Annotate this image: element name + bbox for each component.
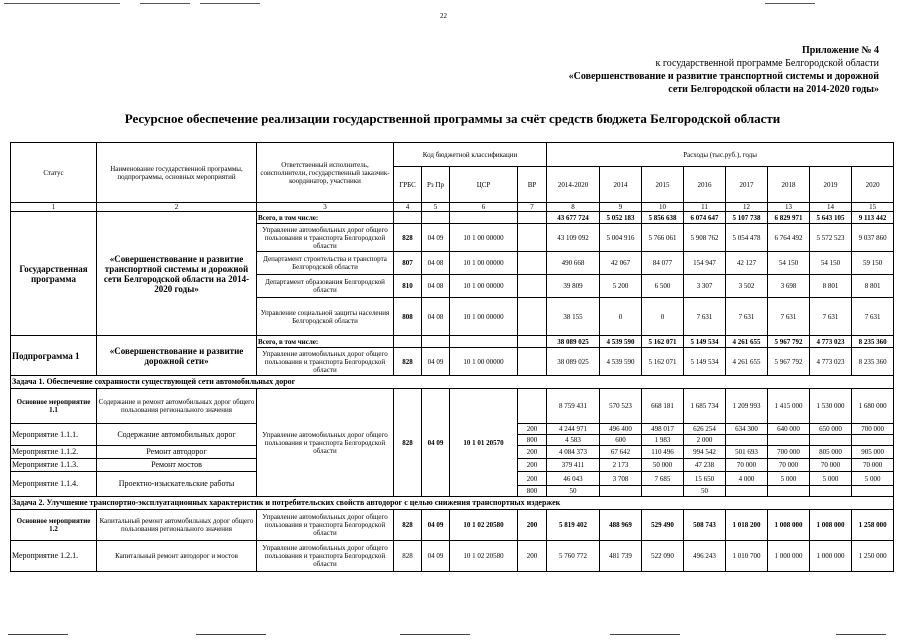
- csr-cell: 10 1 00 00000: [450, 252, 518, 275]
- rzpr-cell: 04 09: [422, 389, 450, 497]
- value-cell: 3 307: [684, 275, 726, 298]
- value-cell: 110 496: [642, 446, 684, 459]
- value-cell: 1 000 000: [768, 541, 810, 572]
- value-cell: 8 235 360: [852, 348, 894, 376]
- value-cell: 496 243: [684, 541, 726, 572]
- header-year: 2019: [810, 167, 852, 203]
- value-cell: 4 261 655: [726, 348, 768, 376]
- vr-cell: 800: [518, 435, 547, 446]
- header-vr: ВР: [518, 167, 547, 203]
- vr-cell: [518, 275, 547, 298]
- value-cell: 5 000: [768, 472, 810, 486]
- header-year: 2020: [852, 167, 894, 203]
- grbs-cell: 810: [394, 275, 422, 298]
- value-cell: 626 254: [684, 424, 726, 435]
- value-cell: 4 773 023: [810, 348, 852, 376]
- vr-cell: 200: [518, 424, 547, 435]
- value-cell: 1 415 000: [768, 389, 810, 424]
- page-number: 22: [440, 12, 447, 20]
- value-cell: 8 801: [852, 275, 894, 298]
- value-cell: 54 150: [768, 252, 810, 275]
- program-name-cell: «Совершенствование и развитие дорожной сети»: [97, 336, 257, 376]
- value-cell: 570 523: [600, 389, 642, 424]
- csr-cell: [450, 212, 518, 224]
- rzpr-cell: 04 08: [422, 252, 450, 275]
- bottom-rule: [8, 634, 68, 635]
- table-row: [11, 510, 894, 541]
- grbs-cell: [394, 336, 422, 348]
- value-cell: [768, 486, 810, 497]
- appendix-line: «Совершенствование и развитие транспортной системы и дорожной: [568, 71, 879, 82]
- column-number: 6: [450, 203, 518, 212]
- value-cell: 15 650: [684, 472, 726, 486]
- csr-cell: 10 1 01 20570: [450, 389, 518, 497]
- rzpr-cell: 04 08: [422, 275, 450, 298]
- value-cell: 700 000: [852, 424, 894, 435]
- value-cell: 0: [600, 298, 642, 336]
- value-cell: 4 261 655: [726, 336, 768, 348]
- value-cell: 2 173: [600, 459, 642, 472]
- value-cell: 3 502: [726, 275, 768, 298]
- grbs-cell: 808: [394, 298, 422, 336]
- vr-cell: [518, 298, 547, 336]
- value-cell: 5 162 071: [642, 336, 684, 348]
- value-cell: 9 037 860: [852, 224, 894, 252]
- value-cell: 70 000: [726, 459, 768, 472]
- executor-cell: Управление социальной защиты населения Белгородской области: [257, 298, 394, 336]
- vr-cell: [518, 336, 547, 348]
- value-cell: 1 000 000: [810, 541, 852, 572]
- value-cell: 50: [547, 486, 600, 497]
- value-cell: 4 000: [726, 472, 768, 486]
- table-row: [11, 212, 894, 224]
- column-number: 11: [684, 203, 726, 212]
- value-cell: 5 107 738: [726, 212, 768, 224]
- csr-cell: 10 1 00 00000: [450, 348, 518, 376]
- executor-cell: Управление автомобильных дорог общего пользования и транспорта Белгородской области: [257, 510, 394, 541]
- header-row: [11, 143, 894, 167]
- value-cell: 379 411: [547, 459, 600, 472]
- status-cell: Мероприятие 1.1.4.: [11, 472, 97, 497]
- value-cell: [852, 435, 894, 446]
- header-year: 2014-2020: [547, 167, 600, 203]
- vr-cell: [518, 212, 547, 224]
- name-cell: Содержание автомобильных дорог: [97, 424, 257, 446]
- value-cell: 7 631: [768, 298, 810, 336]
- name-cell: Ремонт автодорог: [97, 446, 257, 459]
- value-cell: 508 743: [684, 510, 726, 541]
- value-cell: 70 000: [768, 459, 810, 472]
- header-year: 2016: [684, 167, 726, 203]
- value-cell: 522 090: [642, 541, 684, 572]
- header-year: 2017: [726, 167, 768, 203]
- grbs-cell: 828: [394, 389, 422, 497]
- value-cell: 1 250 000: [852, 541, 894, 572]
- vr-cell: [518, 224, 547, 252]
- executor-cell: Всего, в том числе:: [257, 212, 394, 224]
- value-cell: 84 077: [642, 252, 684, 275]
- value-cell: 38 089 025: [547, 348, 600, 376]
- value-cell: 496 400: [600, 424, 642, 435]
- value-cell: 1 008 000: [810, 510, 852, 541]
- executor-cell: Департамент образования Белгородской области: [257, 275, 394, 298]
- column-number: 13: [768, 203, 810, 212]
- value-cell: 50: [684, 486, 726, 497]
- rzpr-cell: [422, 212, 450, 224]
- value-cell: 5 162 071: [642, 348, 684, 376]
- value-cell: 5 004 916: [600, 224, 642, 252]
- task-heading: Задача 2. Улучшение транспортно-эксплуатационных характеристик и потребительских свойств автодорог с целью снижения транспортных издержек: [11, 497, 894, 510]
- vr-cell: [518, 252, 547, 275]
- column-number: 9: [600, 203, 642, 212]
- value-cell: 501 693: [726, 446, 768, 459]
- grbs-cell: 828: [394, 348, 422, 376]
- task-row: [11, 497, 894, 510]
- name-cell: Проектно-изыскательские работы: [97, 472, 257, 497]
- task-row: [11, 376, 894, 389]
- executor-cell: Управление автомобильных дорог общего пользования и транспорта Белгородской области: [257, 348, 394, 376]
- bottom-rule: [196, 634, 266, 635]
- value-cell: 994 542: [684, 446, 726, 459]
- value-cell: [810, 486, 852, 497]
- value-cell: 5 149 534: [684, 336, 726, 348]
- value-cell: 1 530 000: [810, 389, 852, 424]
- status-cell: Основное мероприятие 1.1: [11, 389, 97, 424]
- column-number: 12: [726, 203, 768, 212]
- value-cell: 668 181: [642, 389, 684, 424]
- value-cell: 7 631: [852, 298, 894, 336]
- value-cell: 5 856 638: [642, 212, 684, 224]
- value-cell: 4 539 590: [600, 336, 642, 348]
- value-cell: 39 809: [547, 275, 600, 298]
- column-number: 14: [810, 203, 852, 212]
- csr-cell: [450, 336, 518, 348]
- resource-table: [10, 142, 894, 572]
- value-cell: 1 018 200: [726, 510, 768, 541]
- grbs-cell: 828: [394, 224, 422, 252]
- value-cell: 46 043: [547, 472, 600, 486]
- document-title: Ресурсное обеспечение реализации государственной программы за счёт средств бюджета Белгородской области: [124, 111, 781, 126]
- value-cell: 6 074 647: [684, 212, 726, 224]
- vr-cell: 200: [518, 510, 547, 541]
- column-number: 4: [394, 203, 422, 212]
- vr-cell: [518, 348, 547, 376]
- value-cell: 42 127: [726, 252, 768, 275]
- value-cell: 7 685: [642, 472, 684, 486]
- value-cell: 481 739: [600, 541, 642, 572]
- vr-cell: 800: [518, 486, 547, 497]
- column-number: 15: [852, 203, 894, 212]
- value-cell: 5 000: [810, 472, 852, 486]
- rzpr-cell: 04 09: [422, 541, 450, 572]
- header-executor: Ответственный исполнитель, соисполнители, государственный заказчик-координатор, участники: [257, 143, 394, 203]
- value-cell: 43 677 724: [547, 212, 600, 224]
- table-row: [11, 336, 894, 348]
- column-number: 5: [422, 203, 450, 212]
- value-cell: 6 829 971: [768, 212, 810, 224]
- value-cell: 8 759 431: [547, 389, 600, 424]
- table-row: [11, 389, 894, 424]
- top-rule: [140, 3, 190, 4]
- rzpr-cell: 04 09: [422, 348, 450, 376]
- value-cell: 805 000: [810, 446, 852, 459]
- value-cell: 5 000: [852, 472, 894, 486]
- csr-cell: 10 1 00 00000: [450, 275, 518, 298]
- header-year: 2015: [642, 167, 684, 203]
- value-cell: 5 054 478: [726, 224, 768, 252]
- grbs-cell: 828: [394, 510, 422, 541]
- grbs-cell: 807: [394, 252, 422, 275]
- executor-cell: Управление автомобильных дорог общего пользования и транспорта Белгородской области: [257, 224, 394, 252]
- value-cell: 488 969: [600, 510, 642, 541]
- appendix-line: сети Белгородской области на 2014-2020 годы»: [668, 84, 879, 95]
- value-cell: 600: [600, 435, 642, 446]
- value-cell: 5 766 061: [642, 224, 684, 252]
- value-cell: 4 244 971: [547, 424, 600, 435]
- header-kbk: Код бюджетной классификации: [394, 143, 547, 167]
- task-heading: Задача 1. Обеспечение сохранности существующей сети автомобильных дорог: [11, 376, 894, 389]
- header-rzpr: Рз Пр: [422, 167, 450, 203]
- executor-cell: Департамент строительства и транспорта Белгородской области: [257, 252, 394, 275]
- value-cell: 4 084 373: [547, 446, 600, 459]
- top-rule: [4, 3, 120, 4]
- value-cell: 47 238: [684, 459, 726, 472]
- name-cell: Капитальный ремонт автодорог и мостов: [97, 541, 257, 572]
- value-cell: [600, 486, 642, 497]
- value-cell: 905 000: [852, 446, 894, 459]
- executor-cell: Управление автомобильных дорог общего пользования и транспорта Белгородской области: [257, 389, 394, 497]
- status-cell: Мероприятие 1.1.3.: [11, 459, 97, 472]
- top-rule: [200, 3, 260, 4]
- value-cell: 1 685 734: [684, 389, 726, 424]
- status-cell: Государственная программа: [11, 212, 97, 336]
- program-name-cell: «Совершенствование и развитие транспортной системы и дорожной сети Белгородской области на 2014-2020 годы»: [97, 212, 257, 336]
- value-cell: 0: [642, 298, 684, 336]
- value-cell: 5 760 772: [547, 541, 600, 572]
- status-cell: Подпрограмма 1: [11, 336, 97, 376]
- value-cell: 1 209 993: [726, 389, 768, 424]
- column-number: 8: [547, 203, 600, 212]
- value-cell: 54 150: [810, 252, 852, 275]
- column-number: 3: [257, 203, 394, 212]
- header-csr: ЦСР: [450, 167, 518, 203]
- value-cell: 5 819 402: [547, 510, 600, 541]
- csr-cell: 10 1 02 20580: [450, 541, 518, 572]
- value-cell: 5 967 792: [768, 348, 810, 376]
- rzpr-cell: 04 08: [422, 298, 450, 336]
- table-row: [11, 541, 894, 572]
- vr-cell: 200: [518, 472, 547, 486]
- value-cell: 7 631: [810, 298, 852, 336]
- value-cell: 5 643 105: [810, 212, 852, 224]
- value-cell: 4 539 590: [600, 348, 642, 376]
- value-cell: [726, 486, 768, 497]
- header-expenses: Расходы (тыс.руб.), годы: [547, 143, 894, 167]
- value-cell: 50 000: [642, 459, 684, 472]
- value-cell: 70 000: [852, 459, 894, 472]
- header-name: Наименование государственной программы, подпрограммы, основных мероприятий: [97, 143, 257, 203]
- column-number: 7: [518, 203, 547, 212]
- value-cell: 38 155: [547, 298, 600, 336]
- grbs-cell: [394, 212, 422, 224]
- value-cell: 1 258 000: [852, 510, 894, 541]
- value-cell: 8 801: [810, 275, 852, 298]
- name-cell: Ремонт мостов: [97, 459, 257, 472]
- value-cell: 42 067: [600, 252, 642, 275]
- value-cell: 6 764 492: [768, 224, 810, 252]
- value-cell: 5 149 534: [684, 348, 726, 376]
- value-cell: 38 089 025: [547, 336, 600, 348]
- value-cell: 700 000: [768, 446, 810, 459]
- column-number: 2: [97, 203, 257, 212]
- value-cell: 9 113 442: [852, 212, 894, 224]
- value-cell: 7 631: [726, 298, 768, 336]
- value-cell: [726, 435, 768, 446]
- rzpr-cell: 04 09: [422, 224, 450, 252]
- executor-cell: Всего, в том числе:: [257, 336, 394, 348]
- csr-cell: 10 1 00 00000: [450, 224, 518, 252]
- value-cell: [810, 435, 852, 446]
- value-cell: 67 642: [600, 446, 642, 459]
- value-cell: 2 000: [684, 435, 726, 446]
- name-cell: Капитальный ремонт автомобильных дорог общего пользования регионального значения: [97, 510, 257, 541]
- value-cell: 8 235 360: [852, 336, 894, 348]
- value-cell: 1 008 000: [768, 510, 810, 541]
- value-cell: 70 000: [810, 459, 852, 472]
- value-cell: [642, 486, 684, 497]
- value-cell: 59 150: [852, 252, 894, 275]
- status-cell: Основное мероприятие 1.2: [11, 510, 97, 541]
- grbs-cell: 828: [394, 541, 422, 572]
- value-cell: 3 698: [768, 275, 810, 298]
- csr-cell: 10 1 00 00000: [450, 298, 518, 336]
- vr-cell: 200: [518, 446, 547, 459]
- column-number: 10: [642, 203, 684, 212]
- value-cell: 1 010 700: [726, 541, 768, 572]
- appendix-heading: [569, 44, 879, 96]
- top-rule: [765, 3, 815, 4]
- value-cell: 4 773 023: [810, 336, 852, 348]
- value-cell: 6 500: [642, 275, 684, 298]
- value-cell: 5 200: [600, 275, 642, 298]
- appendix-number: Приложение № 4: [801, 45, 879, 56]
- name-cell: Содержание и ремонт автомобильных дорог общего пользования регионального значения: [97, 389, 257, 424]
- status-cell: Мероприятие 1.1.1.: [11, 424, 97, 446]
- value-cell: 5 967 792: [768, 336, 810, 348]
- value-cell: 1 680 000: [852, 389, 894, 424]
- header-status: Статус: [11, 143, 97, 203]
- value-cell: 529 490: [642, 510, 684, 541]
- value-cell: 640 000: [768, 424, 810, 435]
- value-cell: 3 708: [600, 472, 642, 486]
- value-cell: 634 300: [726, 424, 768, 435]
- value-cell: 498 017: [642, 424, 684, 435]
- bottom-rule: [836, 634, 886, 635]
- header-year: 2018: [768, 167, 810, 203]
- header-year: 2014: [600, 167, 642, 203]
- executor-cell: Управление автомобильных дорог общего пользования и транспорта Белгородской области: [257, 541, 394, 572]
- value-cell: 154 947: [684, 252, 726, 275]
- value-cell: 5 572 523: [810, 224, 852, 252]
- value-cell: 4 583: [547, 435, 600, 446]
- value-cell: 1 983: [642, 435, 684, 446]
- value-cell: [852, 486, 894, 497]
- value-cell: 490 668: [547, 252, 600, 275]
- column-number: 1: [11, 203, 97, 212]
- value-cell: 5 052 183: [600, 212, 642, 224]
- value-cell: 43 109 092: [547, 224, 600, 252]
- value-cell: 7 631: [684, 298, 726, 336]
- header-grbs: ГРБС: [394, 167, 422, 203]
- status-cell: Мероприятие 1.1.2.: [11, 446, 97, 459]
- value-cell: 5 908 762: [684, 224, 726, 252]
- bottom-rule: [610, 634, 680, 635]
- bottom-rule: [400, 634, 470, 635]
- vr-cell: 200: [518, 459, 547, 472]
- appendix-line: к государственной программе Белгородской области: [655, 58, 879, 69]
- rzpr-cell: [422, 336, 450, 348]
- status-cell: Мероприятие 1.2.1.: [11, 541, 97, 572]
- rzpr-cell: 04 09: [422, 510, 450, 541]
- vr-cell: [518, 389, 547, 424]
- column-number-row: [11, 203, 894, 212]
- csr-cell: 10 1 02 20580: [450, 510, 518, 541]
- vr-cell: 200: [518, 541, 547, 572]
- value-cell: [768, 435, 810, 446]
- value-cell: 650 000: [810, 424, 852, 435]
